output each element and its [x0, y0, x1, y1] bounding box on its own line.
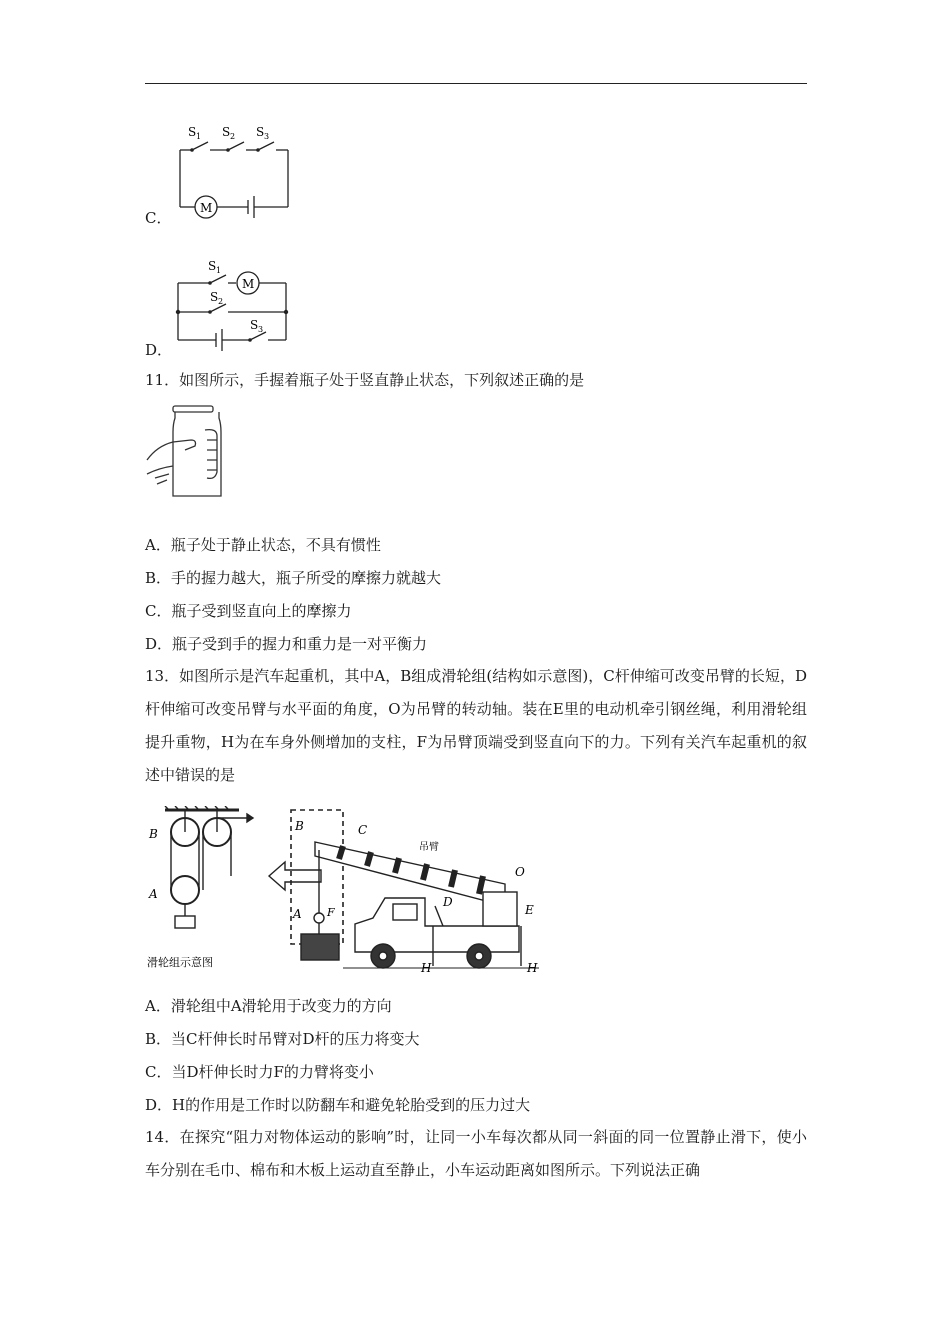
label-s3: S: [256, 125, 265, 139]
circuit-diagram-d: [170, 258, 300, 353]
motor-label-d: M: [242, 277, 255, 291]
label-s2-sub: 2: [230, 132, 236, 141]
pulley-caption: 滑轮组示意图: [147, 956, 213, 969]
crane-label-e: E: [525, 903, 534, 917]
crane-label-c: C: [358, 823, 368, 837]
crane-label-a: A: [293, 907, 302, 921]
pulley-label-a: A: [149, 887, 158, 901]
q13-option-d: D．H的作用是工作时以防翻车和避免轮胎受到的压力过大: [145, 1096, 531, 1114]
label-d-s2-sub: 2: [218, 297, 224, 306]
q11-stem: 11．如图所示，手握着瓶子处于竖直静止状态，下列叙述正确的是: [145, 371, 585, 389]
label-d-s3: S: [250, 318, 259, 332]
circuit-diagram-c: [170, 122, 300, 222]
crane-label-h-left: H: [421, 961, 432, 975]
q13-option-c: C．当D杆伸长时力F的力臂将变小: [145, 1063, 374, 1081]
q11-option-a: A．瓶子处于静止状态，不具有惯性: [145, 536, 381, 554]
q13-option-b: B．当C杆伸长时吊臂对D杆的压力将变大: [145, 1030, 420, 1048]
option-c-label: C．: [145, 209, 172, 227]
crane-label-b: B: [295, 819, 304, 833]
crane-label-d: D: [443, 895, 453, 909]
label-s1-sub: 1: [196, 132, 202, 141]
label-d-s3-sub: 3: [258, 325, 264, 334]
label-d-s1-sub: 1: [216, 266, 222, 275]
option-d-label: D．: [145, 341, 173, 359]
q11-option-c: C．瓶子受到竖直向上的摩擦力: [145, 602, 352, 620]
label-s3-sub: 3: [264, 132, 270, 141]
label-d-s1: S: [208, 259, 217, 273]
crane-label-h-right: H: [527, 961, 538, 975]
label-s2: S: [222, 125, 231, 139]
q11-option-b: B．手的握力越大，瓶子所受的摩擦力就越大: [145, 569, 442, 587]
bottle-hand-illustration: [145, 402, 230, 502]
label-s1: S: [188, 125, 197, 139]
label-d-s2: S: [210, 290, 219, 304]
motor-label: M: [200, 201, 213, 215]
q14-stem: 14．在探究“阻力对物体运动的影响”时，让同一小车每次都从同一斜面的同一位置静止滑下，使小车分别在毛巾、棉布和木板上运动直至静止，小车运动距离如图所示。下列说法正确: [145, 1128, 807, 1179]
header-rule: [145, 83, 807, 84]
q13-stem: 13．如图所示是汽车起重机，其中A，B组成滑轮组(结构如示意图)，C杆伸缩可改变吊臂的长短，D杆伸缩可改变吊臂与水平面的角度，O为吊臂的转动轴。装在E里的电动机牵引钢丝绳，利用滑轮组提升重物，H为在车身外侧增加的支柱，F为吊臂顶端受到竖直向下的力。下列有关汽车起重机的叙述中错误的是: [145, 667, 807, 784]
crane-label-o: O: [515, 865, 525, 879]
boom-label: 吊臂: [419, 842, 439, 853]
crane-figure: [143, 806, 543, 986]
arrow-left-icon: [269, 862, 321, 890]
q13-option-a: A．滑轮组中A滑轮用于改变力的方向: [145, 997, 392, 1015]
crane-label-f: F: [327, 906, 335, 919]
q11-option-d: D．瓶子受到手的握力和重力是一对平衡力: [145, 635, 428, 653]
pulley-label-b: B: [149, 827, 158, 841]
